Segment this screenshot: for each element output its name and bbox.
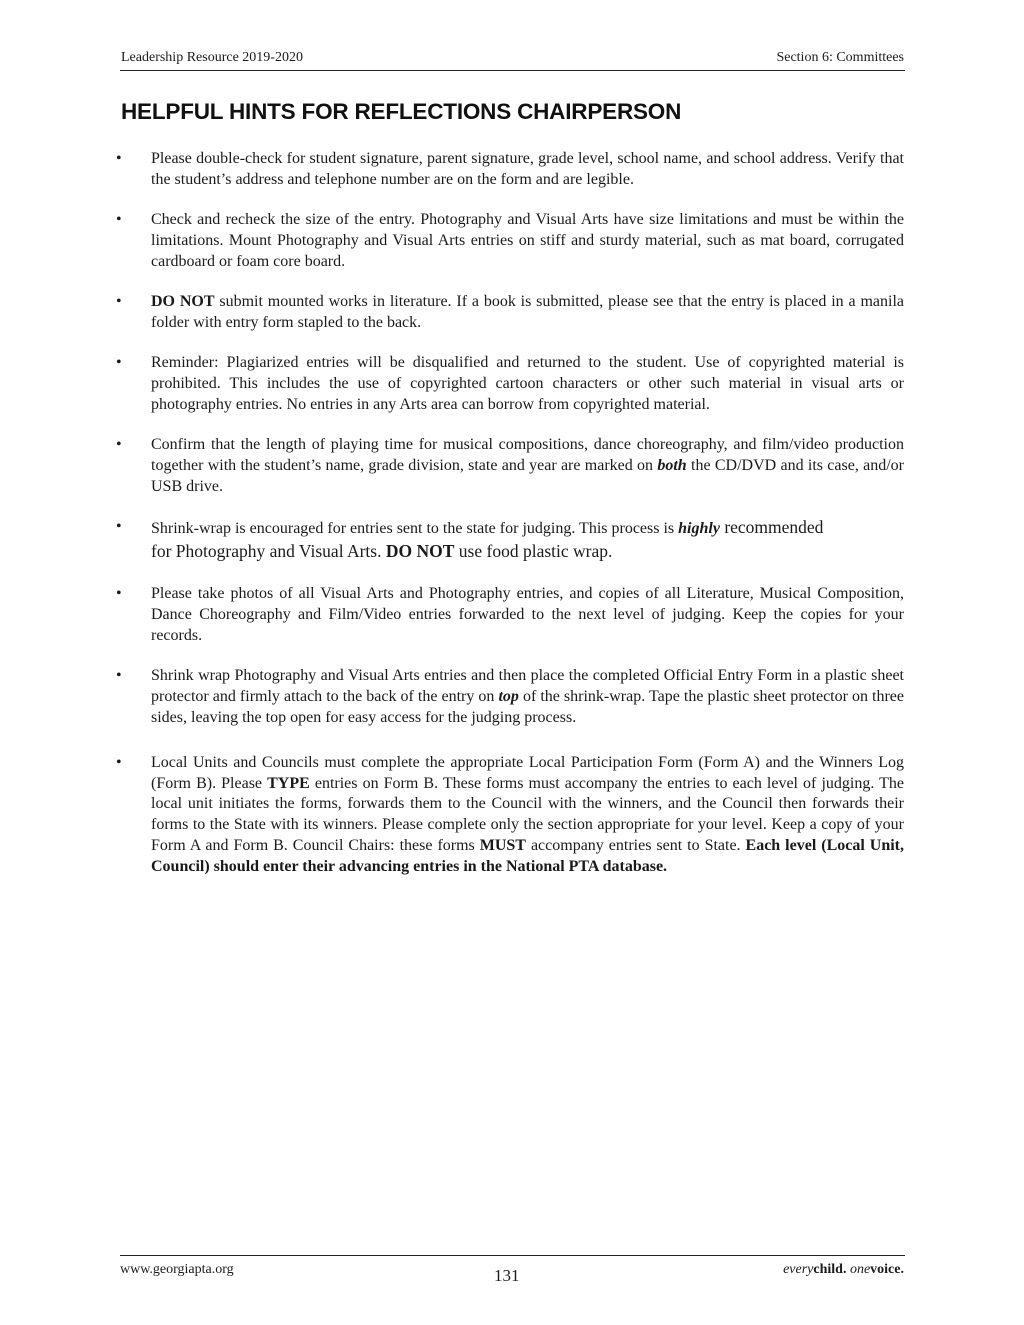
hint-emphasis: TYPE (267, 774, 310, 792)
hint-text: Please take photos of all Visual Arts and Photography entries, and copies of all Literature, Musical Composition, Dance Choreography and Film/Video entries forwarded to the next level of judging. Keep the copies for your records. (151, 585, 904, 644)
page-number: 131 (494, 1266, 520, 1285)
header-document-title: Leadership Resource 2019-2020 (121, 50, 303, 65)
hint-text: Please double-check for student signature, parent signature, grade level, school name, and school address. Verify that the student’s address and telephone number are on the form and are legible. (151, 150, 904, 188)
hint-text: of the shrink-wrap. Tape the plastic sheet protector on three sides, leaving the top open for easy access for the judging process. (151, 688, 905, 726)
footer-slogan (783, 1262, 904, 1278)
hint-text: Local Units and Councils must complete the appropriate Local Participation Form (Form A) and the Winners Log (Form B). Please (151, 754, 904, 792)
hint-emphasis: DO NOT (151, 293, 215, 310)
bullet-icon: • (116, 667, 122, 684)
hint-emphasis: Each level (Local Unit, Council) should enter their advancing entries in the National PTA database. (151, 836, 904, 875)
slogan-child: child. (813, 1262, 847, 1277)
hint-text: the CD/DVD and its case, and/or USB drive. (151, 457, 904, 495)
hint-item (112, 148, 904, 190)
slogan-voice: voice. (870, 1262, 904, 1277)
hint-text: Shrink-wrap is encouraged for entries sent to the state for judging. This process is (151, 520, 679, 537)
bullet-icon: • (116, 293, 122, 310)
hint-text: use food plastic wrap. (454, 541, 613, 561)
hint-item (112, 753, 904, 877)
hint-text: submit mounted works in literature. If a book is submitted, please see that the entry is placed in a manila folder with entry form stapled to the back. (151, 293, 905, 331)
bullet-icon: • (116, 150, 122, 167)
hint-item (112, 434, 904, 497)
hint-text: entries on Form B. These forms must accompany the entries to each level of judging. The local unit initiates the forms, forwards them to the Council with the winners, and the Council then forwards their forms to the State with its winners. Please complete only the section appropriate for your level. Keep a copy of your Form A and Form B. Council Chairs: these forms (151, 774, 905, 854)
hint-item (112, 209, 904, 272)
hint-item (112, 516, 904, 564)
hint-emphasis: MUST (479, 836, 526, 854)
bullet-icon: • (116, 211, 122, 228)
hint-emphasis: highly (678, 520, 720, 537)
hint-text: Confirm that the length of playing time for musical compositions, dance choreography, and film/video production together with the student’s name, grade division, state and year are marked on (151, 436, 904, 474)
hint-item (112, 352, 904, 415)
bullet-icon: • (116, 518, 122, 535)
hint-text: recommended (719, 517, 824, 537)
hint-item (112, 291, 904, 333)
hint-emphasis: top (498, 688, 519, 705)
hint-text: for Photography and Visual Arts. (151, 541, 386, 561)
bullet-icon: • (116, 585, 122, 602)
bullet-icon: • (116, 436, 122, 453)
hint-text: Reminder: Plagiarized entries will be disqualified and returned to the student. Use of copyrighted material is prohibited. This includes the use of copyrighted cartoon characters or other such material in visual arts or photography entries. No entries in any Arts area can borrow from copyrighted material. (151, 354, 904, 413)
hints-list (112, 148, 904, 877)
header-section-title: Section 6: Committees (776, 50, 904, 65)
hint-emphasis: DO NOT (385, 541, 455, 561)
footer-website: www.georgiapta.org (120, 1262, 234, 1277)
slogan-every: every (783, 1262, 814, 1277)
page-header (120, 50, 905, 71)
bullet-icon: • (116, 754, 122, 771)
page-title: HELPFUL HINTS FOR REFLECTIONS CHAIRPERSON (121, 99, 682, 124)
hint-text: Check and recheck the size of the entry. Photography and Visual Arts have size limitations and must be within the limitations. Mount Photography and Visual Arts entries on stiff and sturdy material, such as mat board, corrugated cardboard or foam core board. (151, 211, 904, 270)
hint-text: accompany entries sent to State. (525, 836, 746, 854)
bullet-icon: • (116, 354, 122, 371)
hint-item (112, 583, 904, 646)
slogan-one: one (849, 1262, 871, 1277)
hint-item (112, 665, 904, 728)
hint-text: Shrink wrap Photography and Visual Arts entries and then place the completed Official Entry Form in a plastic sheet protector and firmly attach to the back of the entry on (151, 667, 904, 705)
hint-emphasis: both (657, 457, 687, 474)
page-footer (120, 1255, 905, 1296)
